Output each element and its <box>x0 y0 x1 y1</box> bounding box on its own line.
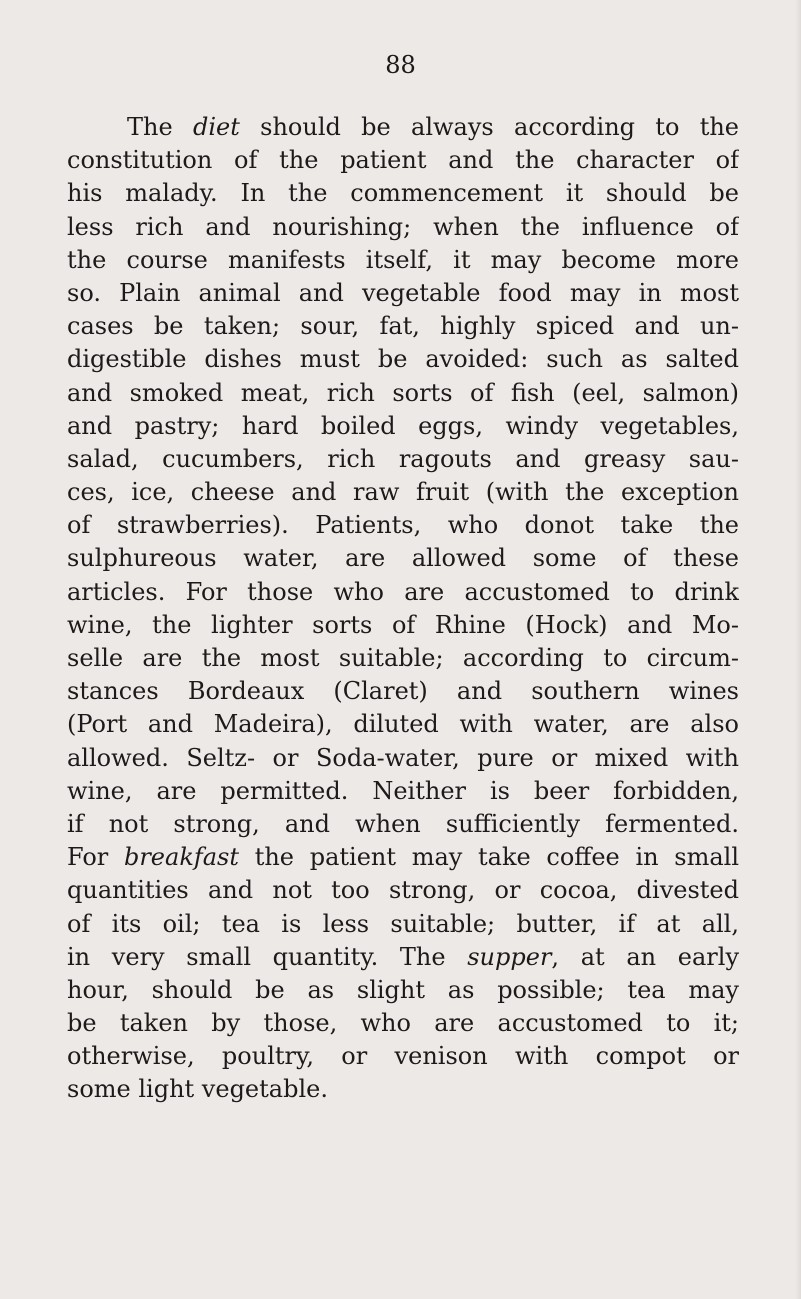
italic-term-supper: supper <box>467 942 552 971</box>
text-line: and smoked meat, rich sorts of fish (eel, salmon) <box>67 378 739 407</box>
text-line: stances Bordeaux (Claret) and southern wines <box>67 677 739 706</box>
text-line: the course manifests itself, it may become more <box>67 245 739 274</box>
text-run: , at an early <box>551 942 739 971</box>
text-run: For <box>67 843 124 872</box>
text-line: cases be taken; sour, fat, highly spiced and un- <box>67 312 739 341</box>
text-line: some light vegetable. <box>67 1075 328 1104</box>
text-line: wine, the lighter sorts of Rhine (Hock) and Mo- <box>67 610 739 639</box>
text-line: and pastry; hard boiled eggs, windy vegetables, <box>67 411 739 440</box>
text-line: of strawberries). Patients, who donot take the <box>67 511 739 540</box>
text-line: allowed. Seltz- or Soda-water, pure or mixed with <box>67 743 739 772</box>
italic-term-breakfast: breakfast <box>123 843 240 872</box>
text-line: articles. For those who are accustomed to drink <box>67 577 739 606</box>
text-line: selle are the most suitable; according to circum- <box>67 644 739 672</box>
text-line: wine, are permitted. Neither is beer forbidden, <box>67 776 739 805</box>
text-line: (Port and Madeira), diluted with water, are also <box>67 710 739 739</box>
text-line <box>67 841 739 874</box>
text-line: digestible dishes must be avoided: such as salted <box>67 345 739 374</box>
text-run: in very small quantity. The <box>67 942 468 971</box>
text-line: be taken by those, who are accustomed to it; <box>67 1009 739 1038</box>
text-line: hour, should be as slight as possible; tea may <box>67 975 739 1004</box>
text-run: should be always according to the <box>239 113 739 141</box>
text-line: his malady. In the commencement it should be <box>67 179 739 208</box>
text-line <box>67 941 739 974</box>
page-number: 88 <box>385 51 416 79</box>
body-paragraph <box>67 111 739 1107</box>
text-line: salad, cucumbers, rich ragouts and greasy sau- <box>67 444 739 473</box>
page-edge-shadow <box>795 0 801 1299</box>
text-line: sulphureous water, are allowed some of these <box>67 544 739 573</box>
text-line: constitution of the patient and the character of <box>67 146 739 175</box>
text-line: ces, ice, cheese and raw fruit (with the exception <box>67 478 739 507</box>
text-line: quantities and not too strong, or cocoa, divested <box>67 876 739 905</box>
text-run: The <box>127 113 193 141</box>
text-run: the patient may take coffee in small <box>239 843 739 872</box>
text-line: if not strong, and when sufficiently fermented. <box>67 809 739 838</box>
text-line: so. Plain animal and vegetable food may in most <box>67 278 739 307</box>
text-line: of its oil; tea is less suitable; butter, if at all, <box>67 909 739 938</box>
text-line: less rich and nourishing; when the influence of <box>67 212 739 241</box>
text-line <box>67 111 739 144</box>
text-line: otherwise, poultry, or venison with compot or <box>67 1042 739 1071</box>
italic-term-diet: diet <box>192 113 240 141</box>
